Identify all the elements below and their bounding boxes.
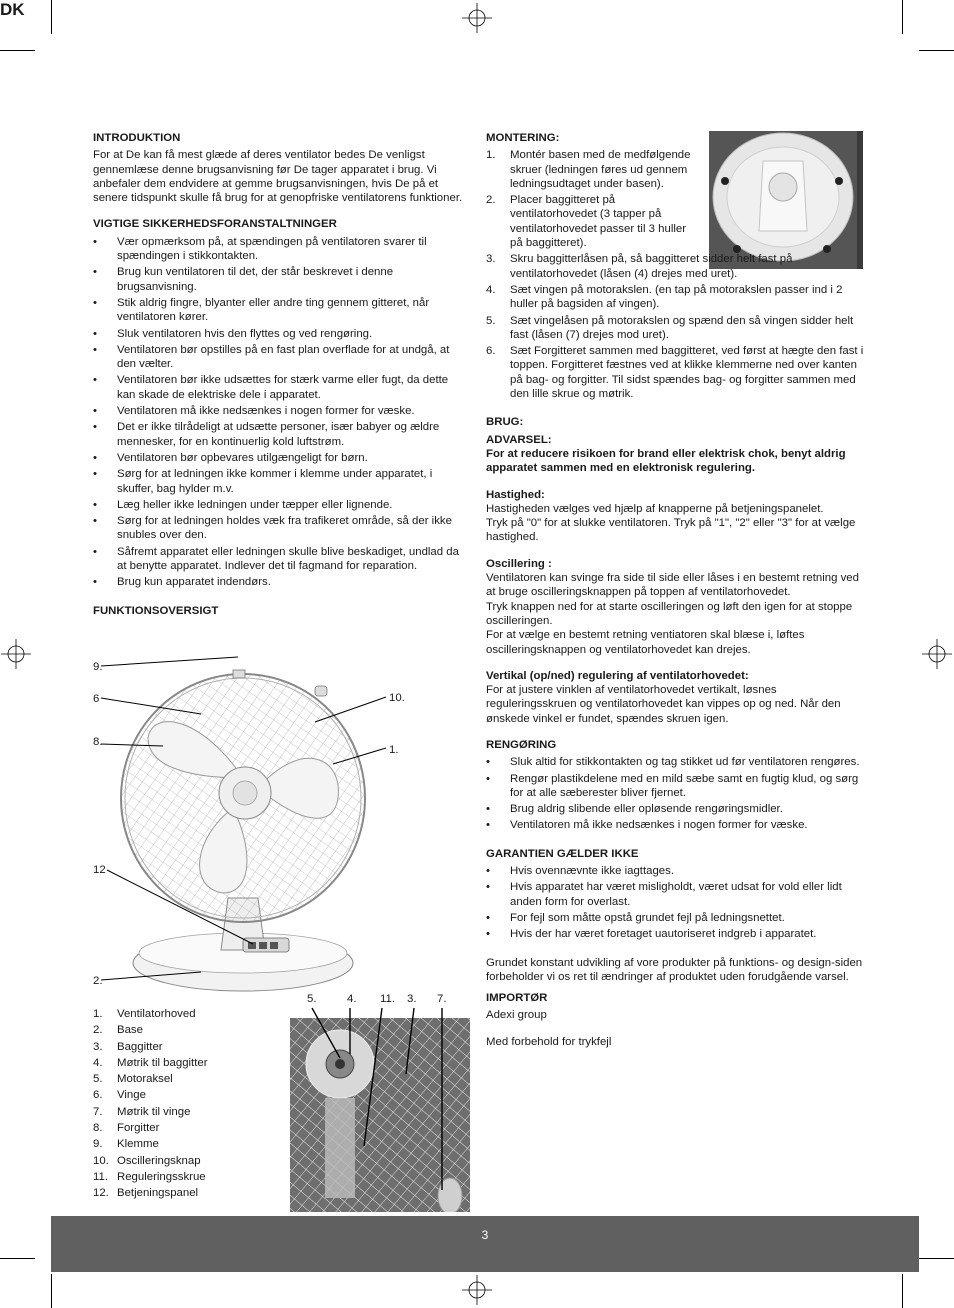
item-text: Placer baggitteret på ventilatorhovedet (3 tapper på ventilatorhovedet passer til 3 huller på baggitteret). <box>510 194 687 250</box>
list-item: • Stik aldrig fingre, blyanter eller andre ting gennem gitteret, når ventilatoren kører. <box>93 296 468 325</box>
warning-text: For at reducere risikoen for brand eller elektrisk chok, benyt aldrig apparatet sammen med en elektronisk regulering. <box>486 447 846 475</box>
safety-list <box>93 235 468 590</box>
list-item: • Det er ikke tilrådeligt at udsætte personer, især babyer og ældre mennesker, for en kontinuerlig kold luftstrøm. <box>93 420 468 449</box>
oscillation-text-1: Ventilatoren kan svinge fra side til side eller låses i en bestemt retning ved at bruge oscilleringsknappen på toppen af ventilatorhovedet. <box>486 572 859 599</box>
footer-bar <box>51 1216 919 1272</box>
vertical-text: For at justere vinklen af ventilatorhovedet vertikalt, løsnes reguleringsskruen og ventilatorhovedet kan vippes op og ned. Når den ønskede vinkel er fundet, spændes skruen igen. <box>486 684 841 725</box>
vertical-title: Vertikal (op/ned) regulering af ventilatorhovedet: <box>486 669 749 682</box>
list-item <box>486 193 699 250</box>
list-item: • Brug kun ventilatoren til det, der står beskrevet i denne brugsanvisning. <box>93 265 468 294</box>
list-item: • Hvis apparatet har været misligholdt, været udsat for vold eller lidt anden form for overlast. <box>486 880 864 909</box>
registration-mark-icon <box>462 1275 492 1305</box>
list-item: • For fejl som måtte opstå grundet fejl på ledningsnettet. <box>486 911 864 925</box>
language-heading: DK <box>0 0 25 19</box>
item-text: Sæt vingen på motorakslen. (en tap på motorakslen passer ind i 2 huller på bagsiden af vingen). <box>510 283 843 311</box>
list-item: • Brug kun apparatet indendørs. <box>93 575 468 589</box>
list-item <box>93 1007 283 1021</box>
crop-mark <box>51 1274 52 1308</box>
list-item: • Ventilatoren bør opstilles på en fast plan overflade for at undgå, at den vælter. <box>93 343 468 372</box>
item-number: 3. <box>486 253 496 266</box>
item-label: Møtrik til vinge <box>117 1105 191 1118</box>
fan-label-12: 12 <box>93 864 106 876</box>
oscillation-text-3: For at vælge en bestemt retning ventiatoren skal blæse i, løftes oscilleringsknappen og ventilatorhovedet kan drejes. <box>486 629 805 656</box>
item-number: 5. <box>93 1073 103 1086</box>
crop-mark <box>919 1258 954 1259</box>
item-label: Klemme <box>117 1138 159 1151</box>
item-label: Vinge <box>117 1089 146 1102</box>
list-item: • Brug aldrig slibende eller opløsende rengøringsmidler. <box>486 802 864 816</box>
mounting-list <box>486 148 864 401</box>
item-label: Oscilleringsknap <box>117 1154 201 1167</box>
list-item <box>486 252 864 281</box>
mounting-title: MONTERING: <box>486 132 560 144</box>
item-label: Møtrik til baggitter <box>117 1056 208 1069</box>
right-column <box>486 131 864 1049</box>
use-title: BRUG: <box>486 416 524 429</box>
item-number: 4. <box>486 283 496 296</box>
list-item <box>93 1121 283 1135</box>
item-number: 8. <box>93 1122 103 1135</box>
item-number: 10. <box>93 1154 109 1167</box>
crop-mark <box>902 1274 903 1308</box>
warranty-title: GARANTIEN GÆLDER IKKE <box>486 847 639 860</box>
item-number: 9. <box>93 1138 103 1151</box>
item-text: Sæt vingelåsen på motorakslen og spænd den så vingen sidder helt fast (låsen (7) drejes mod uret). <box>510 314 854 341</box>
list-item <box>93 1137 283 1151</box>
photo-label-5: 5. <box>307 993 317 1005</box>
list-item: • Sluk altid for stikkontakten og tag stikket ud før ventilatoren rengøres. <box>486 755 864 769</box>
fan-label-10: 10. <box>389 692 405 704</box>
item-number: 2. <box>93 1024 103 1037</box>
list-item: • Hvis der har været foretaget uautoriseret indgreb i apparatet. <box>486 927 864 941</box>
item-number: 3. <box>93 1040 103 1053</box>
list-item <box>486 148 699 191</box>
list-item <box>486 283 864 312</box>
closing-text: Grundet konstant udvikling af vore produkter på funktions- og design-siden forbeholder vi os ret til ændringer af produktet uden forudgående varsel. <box>486 956 863 983</box>
item-number: 6. <box>93 1089 103 1102</box>
list-item <box>486 314 864 343</box>
fan-label-9: 9. <box>93 661 103 673</box>
list-item: • Ventilatoren må ikke nedsænkes i nogen former for væske. <box>486 818 864 832</box>
list-item: • Ventilatoren bør ikke udsættes for stærk varme eller fugt, da dette kan skade de elektriske dele i apparatet. <box>93 373 468 402</box>
list-item <box>93 1170 283 1184</box>
list-item <box>93 1105 283 1119</box>
importer-name: Adexi group <box>486 1009 547 1022</box>
importer-title: IMPORTØR <box>486 992 548 1005</box>
list-item: • Sluk ventilatoren hvis den flyttes og ved rengøring. <box>93 327 468 341</box>
item-text: Skru baggitterlåsen på, så baggitteret sidder helt fast på ventilatorhovedet (låsen (4) drejes med uret). <box>510 253 793 280</box>
oscillation-text-2: Tryk knappen ned for at starte oscilleringen og løft den igen for at stoppe oscilleringen. <box>486 600 853 627</box>
fan-label-1: 1. <box>389 744 399 756</box>
list-item <box>93 1072 283 1086</box>
list-item <box>486 344 864 401</box>
list-item: • Ventilatoren bør opbevares utilgængeligt for børn. <box>93 451 468 465</box>
photo-label-11: 11. <box>380 993 395 1005</box>
speed-text-2: Tryk på "0" for at slukke ventilatoren. Tryk på "1", "2" eller "3" for at vælge hastighed. <box>486 517 856 544</box>
registration-mark-icon <box>1 639 31 669</box>
left-column <box>93 131 468 621</box>
item-number: 12. <box>93 1187 109 1200</box>
item-label: Betjeningspanel <box>117 1187 199 1200</box>
fan-head-photo <box>290 986 470 1212</box>
overview-title: FUNKTIONSOVERSIGT <box>93 604 219 617</box>
item-label: Reguleringsskrue <box>117 1170 206 1183</box>
fan-label-6: 6 <box>93 693 100 705</box>
cleaning-title: RENGØRING <box>486 738 557 751</box>
item-label: Base <box>117 1024 143 1037</box>
item-number: 2. <box>486 194 496 207</box>
crop-mark <box>902 0 903 34</box>
item-number: 5. <box>486 314 496 327</box>
item-text: Montér basen med de medfølgende skruer (ledningen føres ud gennem ledningsudtaget under basen). <box>510 149 691 190</box>
item-number: 11. <box>93 1170 108 1183</box>
list-item <box>93 1040 283 1054</box>
registration-mark-icon <box>922 639 952 669</box>
item-label: Ventilatorhoved <box>117 1008 196 1020</box>
oscillation-title: Oscillering : <box>486 557 552 570</box>
crop-mark <box>0 1258 35 1259</box>
fan-label-2: 2. <box>93 975 103 987</box>
print-disclaimer: Med forbehold for trykfejl <box>486 1035 612 1048</box>
fan-diagram <box>93 648 443 998</box>
cleaning-list <box>486 755 864 832</box>
list-item <box>93 1186 283 1200</box>
fan-label-8: 8. <box>93 736 103 748</box>
list-item: • Ventilatoren må ikke nedsænkes i nogen former for væske. <box>93 404 468 418</box>
speed-title: Hastighed: <box>486 488 545 501</box>
photo-label-4: 4. <box>347 993 357 1005</box>
list-item: • Rengør plastikdelene med en mild sæbe samt en fugtig klud, og sørg for at alle sæberester bliver fjernet. <box>486 772 864 801</box>
item-label: Motoraksel <box>117 1073 173 1086</box>
photo-label-3: 3. <box>407 993 417 1005</box>
item-number: 1. <box>93 1008 103 1020</box>
item-number: 1. <box>486 149 496 162</box>
list-item: • Læg heller ikke ledningen under tæpper eller lignende. <box>93 498 468 512</box>
registration-mark-icon <box>462 3 492 33</box>
list-item <box>93 1154 283 1168</box>
photo-label-7: 7. <box>437 993 447 1005</box>
list-item: • Sørg for at ledningen holdes væk fra trafikeret område, så der ikke snubles over den. <box>93 514 468 543</box>
item-label: Baggitter <box>117 1040 163 1053</box>
crop-mark <box>919 50 954 51</box>
speed-text-1: Hastigheden vælges ved hjælp af knapperne på betjeningspanelet. <box>486 502 824 515</box>
item-number: 7. <box>93 1105 103 1118</box>
list-item: • Såfremt apparatet eller ledningen skulle blive beskadiget, undlad da at benytte apparatet. Indlever det til fagmand for reparation. <box>93 545 468 574</box>
list-item <box>93 1056 283 1070</box>
list-item: • Vær opmærksom på, at spændingen på ventilatoren svarer til spændingen i stikkontakten. <box>93 235 468 264</box>
intro-title: INTRODUKTION <box>93 132 181 144</box>
list-item <box>93 1088 283 1102</box>
warranty-list <box>486 864 864 941</box>
list-item: • Sørg for at ledningen ikke kommer i klemme under apparatet, i skuffer, bag hylder m.v. <box>93 467 468 496</box>
item-number: 6. <box>486 345 496 358</box>
crop-mark <box>51 0 52 34</box>
safety-title: VIGTIGE SIKKERHEDSFORANSTALTNINGER <box>93 218 337 231</box>
intro-text: For at De kan få mest glæde af deres ventilator bedes De venligst gennemlæse denne brugsanvisning før De tager apparatet i brug. Vi anbefaler dem endvidere at gemme brugsanvisningen, hvis De på et senere tidspunkt skulle få brug for at genopfriske ventilatorens funktioner. <box>93 149 463 205</box>
crop-mark <box>0 50 35 51</box>
warning-title: ADVARSEL: <box>486 433 552 446</box>
parts-list <box>93 1007 283 1203</box>
item-text: Sæt Forgitteret sammen med baggitteret, ved først at hægte den fast i toppen. Forgitteret fæstnes ved at klikke klemmerne ned over kanten på bag- og forgitter. Til sidst spændes bag- og forgitter sammen med den lille skrue og møtrik. <box>510 345 864 401</box>
list-item <box>93 1023 283 1037</box>
item-number: 4. <box>93 1056 103 1069</box>
page-number: 3 <box>481 1228 489 1242</box>
item-label: Forgitter <box>117 1122 160 1135</box>
list-item: • Hvis ovennævnte ikke iagttages. <box>486 864 864 878</box>
